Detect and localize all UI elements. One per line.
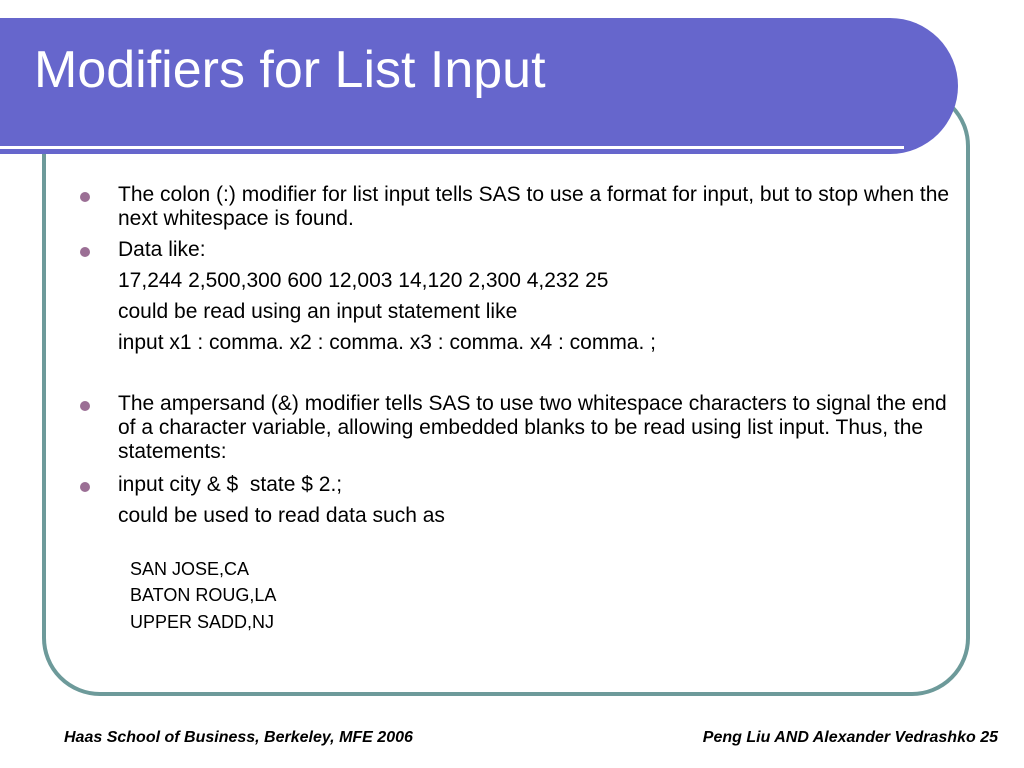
bullet-text: The colon (:) modifier for list input tells SAS to use a format for input, but to stop when the next whitespace is found. bbox=[118, 183, 950, 230]
data-row: UPPER SADD,NJ bbox=[130, 612, 275, 632]
bullet-dot-icon bbox=[80, 192, 90, 202]
text-line: could be read using an input statement like bbox=[118, 300, 518, 323]
footer-right: Peng Liu AND Alexander Vedrashko 25 bbox=[702, 729, 998, 746]
data-row: BATON ROUG,LA bbox=[130, 585, 277, 605]
slide-title: Modifiers for List Input bbox=[34, 41, 546, 99]
bullet-dot-icon bbox=[80, 401, 90, 411]
bullet-text: Data like: bbox=[118, 238, 206, 261]
bullet-text: The ampersand (&) modifier tells SAS to use two whitespace characters to signal the end of a character variable, allowing embedded blanks to be read using list input. Thus, the statements: bbox=[118, 392, 947, 463]
bullet-dot-icon bbox=[80, 482, 90, 492]
code-line: input x1 : comma. x2 : comma. x3 : comma. x4 : comma. ; bbox=[118, 331, 656, 354]
bullet-dot-icon bbox=[80, 247, 90, 257]
footer-left: Haas School of Business, Berkeley, MFE 2006 bbox=[64, 729, 413, 746]
text-line: could be used to read data such as bbox=[118, 504, 445, 527]
bullet-text: input city & $ state $ 2.; bbox=[118, 473, 343, 496]
data-example-line: 17,244 2,500,300 600 12,003 14,120 2,300 4,232 25 bbox=[118, 269, 609, 292]
data-row: SAN JOSE,CA bbox=[130, 559, 250, 579]
